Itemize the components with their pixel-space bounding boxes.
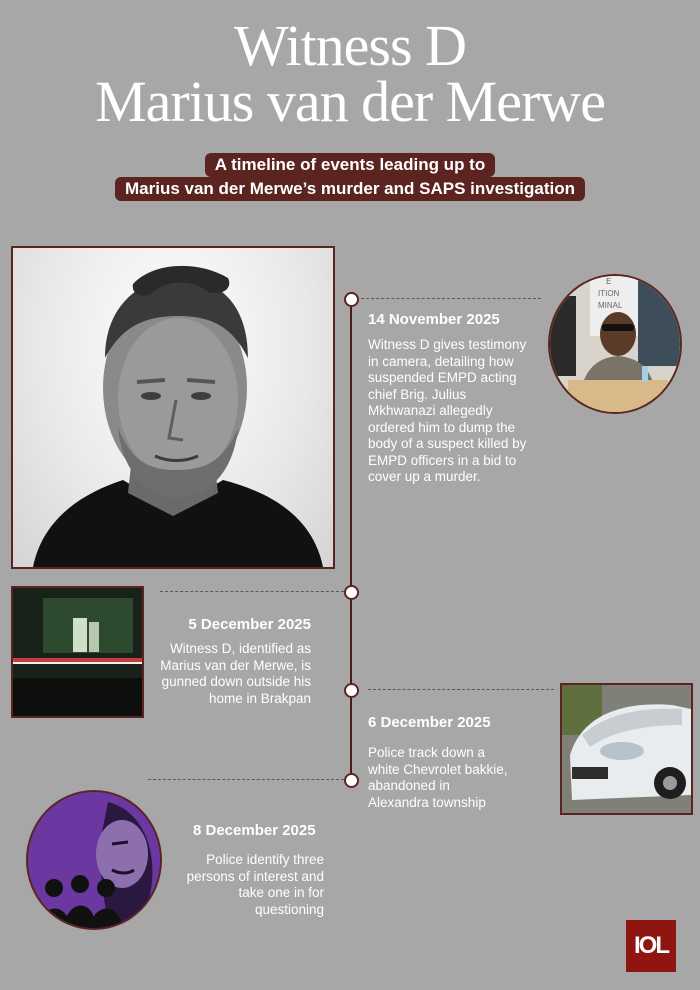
connector-4 — [148, 779, 344, 780]
event-text-3: Police track down a white Chevrolet bakkie, abandoned in Alexandra township — [368, 745, 508, 810]
event-text-1: Witness D gives testimony in camera, detailing how suspended EMPD acting chief Brig. Julius Mkhwanazi allegedly ordered him to dump the body of a suspect killed by EMPD officers in a bid to cover up a murder. — [368, 337, 527, 484]
event-date-4: 8 December 2025 — [193, 822, 316, 839]
subtitle-row-2 — [0, 177, 700, 201]
timeline-dot-4 — [344, 773, 359, 788]
timeline-dot-3 — [344, 683, 359, 698]
event-date-1: 14 November 2025 — [368, 311, 500, 328]
page-title-line2: Marius van der Merwe — [95, 69, 605, 134]
crime-scene-photo — [11, 586, 144, 718]
portrait-photo — [11, 246, 335, 569]
svg-text:E: E — [606, 277, 612, 286]
event-date-2: 5 December 2025 — [188, 616, 311, 633]
event-text-4: Police identify three persons of interest and take one in for questioning — [186, 852, 324, 917]
connector-2 — [160, 591, 344, 592]
timeline-dot-2 — [344, 585, 359, 600]
svg-text:ITION: ITION — [598, 289, 620, 298]
subtitle-line1: A timeline of events leading up to — [205, 153, 495, 177]
bakkie-illustration — [562, 685, 691, 813]
connector-1 — [361, 298, 541, 299]
page-title-line1: Witness D — [234, 13, 466, 78]
hearing-photo — [548, 274, 682, 414]
timeline-dot-1 — [344, 292, 359, 307]
suspects-graphic — [26, 790, 162, 930]
hearing-illustration — [550, 276, 680, 412]
subtitle-line2: Marius van der Merwe’s murder and SAPS investigation — [115, 177, 585, 201]
iol-logo: IOL — [626, 920, 676, 972]
event-text-2: Witness D, identified as Marius van der Merwe, is gunned down outside his home in Brakpan — [160, 641, 311, 706]
subtitle-row-1 — [0, 153, 700, 177]
bakkie-photo — [560, 683, 693, 815]
crime-scene-illustration — [13, 588, 142, 716]
svg-text:MINAL: MINAL — [598, 301, 623, 310]
event-date-3: 6 December 2025 — [368, 714, 491, 731]
portrait-illustration — [13, 248, 333, 567]
connector-3 — [368, 689, 554, 690]
suspects-illustration — [28, 792, 160, 928]
timeline-line — [350, 298, 352, 780]
